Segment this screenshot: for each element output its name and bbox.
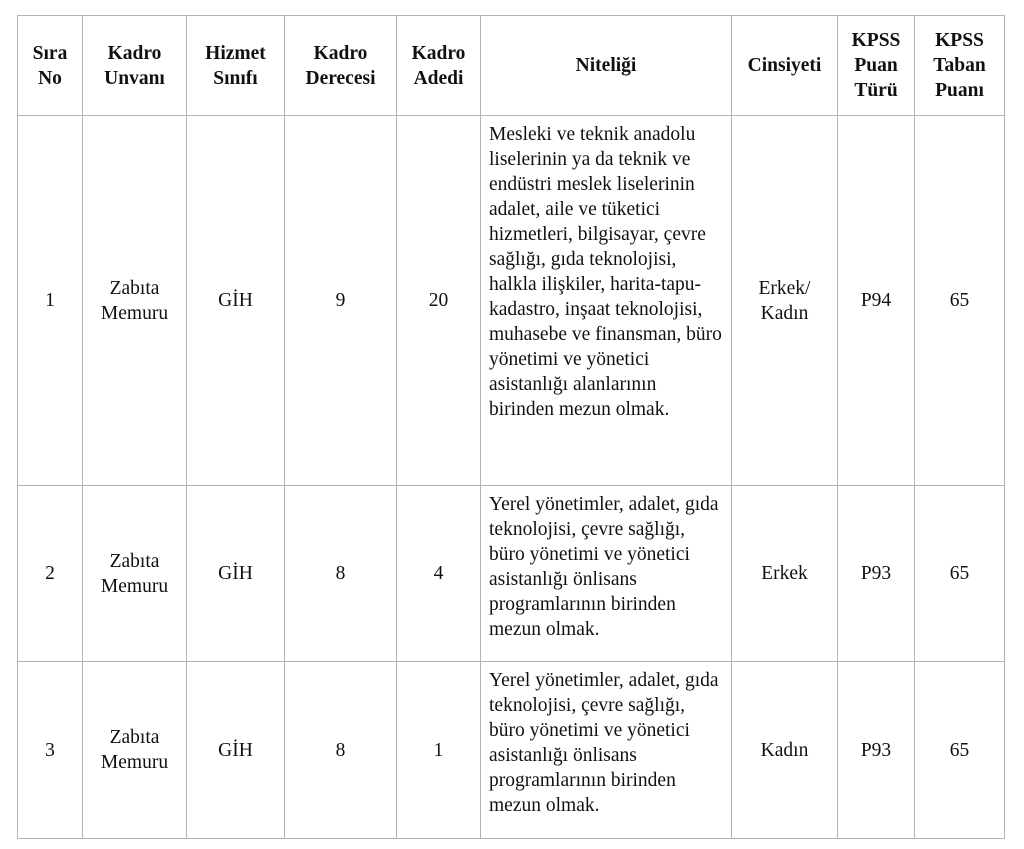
- staff-position-table-container: [17, 15, 1005, 839]
- cell-kadro-adedi: 1: [397, 662, 481, 839]
- cell-niteligi: Yerel yönetimler, adalet, gıda teknolojisi, çevre sağlığı, büro yönetimi ve yönetici asistanlığı önlisans programlarının birinden mezun olmak.: [481, 662, 732, 839]
- header-niteligi: Niteliği: [481, 16, 732, 116]
- cell-kadro-adedi: 4: [397, 486, 481, 662]
- cell-kadro-derecesi: 8: [285, 486, 397, 662]
- cell-kpss-puan-turu: P94: [838, 116, 915, 486]
- header-kadro-adedi: Kadro Adedi: [397, 16, 481, 116]
- table-row: [18, 662, 1005, 839]
- cell-kadro-unvani: Zabıta Memuru: [83, 486, 187, 662]
- staff-position-table: [17, 15, 1005, 839]
- table-row: [18, 116, 1005, 486]
- cell-sira-no: 3: [18, 662, 83, 839]
- table-header-row: [18, 16, 1005, 116]
- header-sira-no: Sıra No: [18, 16, 83, 116]
- cell-sira-no: 1: [18, 116, 83, 486]
- header-kadro-derecesi: Kadro Derecesi: [285, 16, 397, 116]
- cell-kpss-taban-puani: 65: [915, 662, 1005, 839]
- cell-niteligi: Yerel yönetimler, adalet, gıda teknolojisi, çevre sağlığı, büro yönetimi ve yönetici asistanlığı önlisans programlarının birinden mezun olmak.: [481, 486, 732, 662]
- header-kadro-unvani: Kadro Unvanı: [83, 16, 187, 116]
- cell-kadro-unvani: Zabıta Memuru: [83, 662, 187, 839]
- cell-kpss-puan-turu: P93: [838, 486, 915, 662]
- header-hizmet-sinifi: Hizmet Sınıfı: [187, 16, 285, 116]
- cell-cinsiyeti: Erkek/ Kadın: [732, 116, 838, 486]
- cell-kpss-taban-puani: 65: [915, 486, 1005, 662]
- cell-kpss-puan-turu: P93: [838, 662, 915, 839]
- cell-cinsiyeti: Erkek: [732, 486, 838, 662]
- cell-cinsiyeti: Kadın: [732, 662, 838, 839]
- header-kpss-puan-turu: KPSS Puan Türü: [838, 16, 915, 116]
- cell-kadro-derecesi: 8: [285, 662, 397, 839]
- header-kpss-taban-puani: KPSS Taban Puanı: [915, 16, 1005, 116]
- cell-hizmet-sinifi: GİH: [187, 116, 285, 486]
- cell-hizmet-sinifi: GİH: [187, 486, 285, 662]
- header-cinsiyeti: Cinsiyeti: [732, 16, 838, 116]
- cell-kadro-derecesi: 9: [285, 116, 397, 486]
- cell-kadro-unvani: Zabıta Memuru: [83, 116, 187, 486]
- cell-niteligi: Mesleki ve teknik anadolu liselerinin ya da teknik ve endüstri meslek liselerinin adalet, aile ve tüketici hizmetleri, bilgisayar, çevre sağlığı, gıda teknolojisi, halkla ilişkiler, harita-tapu-kadastro, inşaat teknolojisi, muhasebe ve finansman, büro yönetimi ve yönetici asistanlığı alanlarının birinden mezun olmak.: [481, 116, 732, 486]
- cell-sira-no: 2: [18, 486, 83, 662]
- cell-kpss-taban-puani: 65: [915, 116, 1005, 486]
- cell-hizmet-sinifi: GİH: [187, 662, 285, 839]
- table-row: [18, 486, 1005, 662]
- cell-kadro-adedi: 20: [397, 116, 481, 486]
